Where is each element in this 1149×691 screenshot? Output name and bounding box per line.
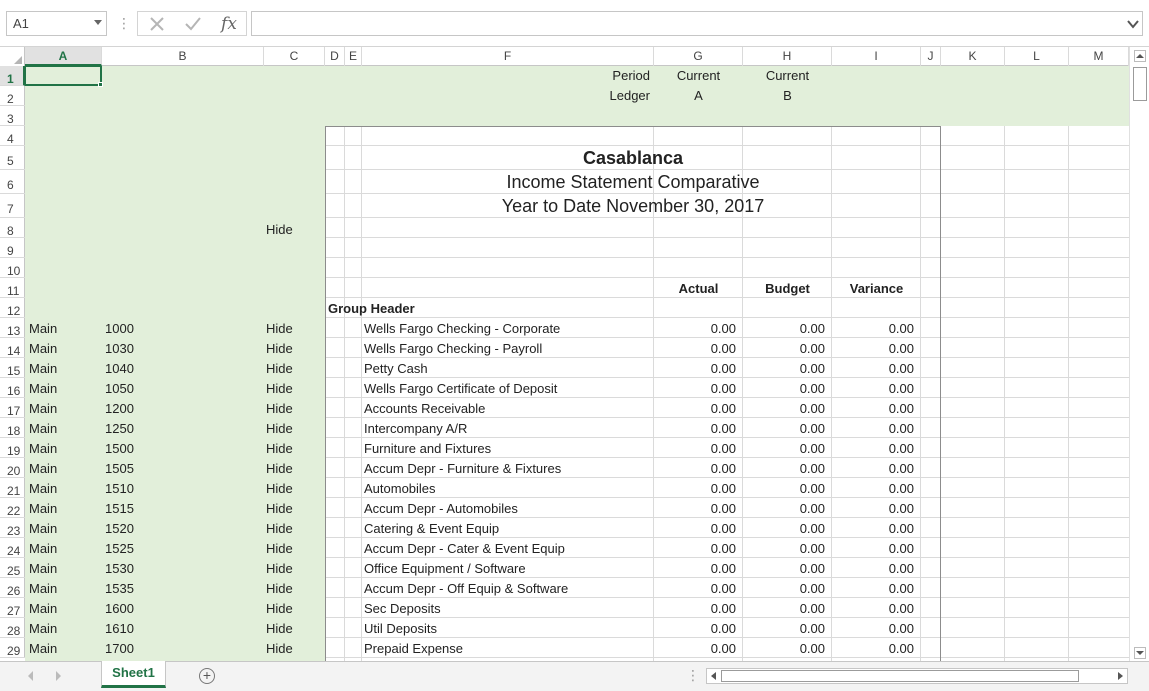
sheet-tab-bar xyxy=(0,661,1149,691)
cell-actual[interactable]: 0.00 xyxy=(710,321,736,336)
row-header-8[interactable]: 8 xyxy=(0,218,25,238)
scroll-down-icon[interactable] xyxy=(1134,647,1146,659)
cell-variance[interactable]: 0.00 xyxy=(888,461,914,476)
cell-budget[interactable]: 0.00 xyxy=(799,501,825,516)
row-header-25[interactable]: 25 xyxy=(0,558,25,578)
cell-variance[interactable]: 0.00 xyxy=(888,401,914,416)
cell-account-description[interactable]: Accum Depr - Automobiles xyxy=(364,501,518,516)
row-header-23[interactable]: 23 xyxy=(0,518,25,538)
cell-account-number[interactable]: 1030 xyxy=(105,341,134,356)
cell-account-type[interactable]: Main xyxy=(29,541,58,556)
column-header-budget[interactable]: Budget xyxy=(765,281,810,296)
cell-actual[interactable]: 0.00 xyxy=(710,481,736,496)
cell-account-type[interactable]: Main xyxy=(29,561,58,576)
cell-hide-flag[interactable]: Hide xyxy=(266,541,293,556)
cell-hide-flag[interactable]: Hide xyxy=(266,401,293,416)
cell-account-description[interactable]: Intercompany A/R xyxy=(364,421,468,436)
cell-account-number[interactable]: 1525 xyxy=(105,541,134,556)
cell-account-description[interactable]: Accum Depr - Furniture & Fixtures xyxy=(364,461,562,476)
row-header-18[interactable]: 18 xyxy=(0,418,25,438)
cell-hide-flag[interactable]: Hide xyxy=(266,581,293,596)
cell-actual[interactable]: 0.00 xyxy=(710,641,736,656)
row-header-26[interactable]: 26 xyxy=(0,578,25,598)
cell-hide-flag[interactable]: Hide xyxy=(266,461,293,476)
cell-account-type[interactable]: Main xyxy=(29,321,58,336)
cell-area[interactable] xyxy=(25,66,1129,661)
name-box[interactable] xyxy=(6,11,107,36)
cell-account-description[interactable]: Accounts Receivable xyxy=(364,401,486,416)
cell-budget[interactable]: 0.00 xyxy=(799,441,825,456)
row-header-12[interactable]: 12 xyxy=(0,298,25,318)
cell-hide-flag[interactable]: Hide xyxy=(266,641,293,656)
cell-account-number[interactable]: 1600 xyxy=(105,601,134,616)
cell-account-description[interactable]: Util Deposits xyxy=(364,621,437,636)
period-g-cell[interactable]: Current xyxy=(676,68,721,83)
cell-account-type[interactable]: Main xyxy=(29,421,58,436)
active-cell-selection[interactable] xyxy=(25,66,102,86)
cell-account-number[interactable]: 1500 xyxy=(105,441,134,456)
cell-actual[interactable]: 0.00 xyxy=(710,401,736,416)
cancel-icon[interactable] xyxy=(140,12,174,35)
cell-variance[interactable]: 0.00 xyxy=(888,341,914,356)
cell-account-number[interactable]: 1520 xyxy=(105,521,134,536)
period-h-cell[interactable]: Current xyxy=(765,68,810,83)
cell-variance[interactable]: 0.00 xyxy=(888,361,914,376)
cell-budget[interactable]: 0.00 xyxy=(799,401,825,416)
cell-actual[interactable]: 0.00 xyxy=(710,561,736,576)
row-header-2[interactable]: 2 xyxy=(0,86,25,106)
row-header-13[interactable]: 13 xyxy=(0,318,25,338)
previous-sheet-icon[interactable] xyxy=(28,671,33,681)
cell-hide-flag[interactable]: Hide xyxy=(266,341,293,356)
select-all-button[interactable] xyxy=(0,47,25,66)
cell-budget[interactable]: 0.00 xyxy=(799,541,825,556)
cell-budget[interactable]: 0.00 xyxy=(799,581,825,596)
cell-variance[interactable]: 0.00 xyxy=(888,621,914,636)
cell-account-type[interactable]: Main xyxy=(29,441,58,456)
cell-account-description[interactable]: Petty Cash xyxy=(364,361,428,376)
cell-budget[interactable]: 0.00 xyxy=(799,561,825,576)
next-sheet-icon[interactable] xyxy=(56,671,61,681)
row-header-14[interactable]: 14 xyxy=(0,338,25,358)
cell-account-type[interactable]: Main xyxy=(29,601,58,616)
cell-variance[interactable]: 0.00 xyxy=(888,541,914,556)
cell-actual[interactable]: 0.00 xyxy=(710,421,736,436)
cell-actual[interactable]: 0.00 xyxy=(710,521,736,536)
cell-account-description[interactable]: Accum Depr - Cater & Event Equip xyxy=(364,541,565,556)
ledger-g-cell[interactable]: A xyxy=(694,88,703,103)
cell-budget[interactable]: 0.00 xyxy=(799,381,825,396)
cell-actual[interactable]: 0.00 xyxy=(710,381,736,396)
cell-account-type[interactable]: Main xyxy=(29,461,58,476)
row-header-21[interactable]: 21 xyxy=(0,478,25,498)
row-header-10[interactable]: 10 xyxy=(0,258,25,278)
name-box-value: A1 xyxy=(13,16,29,31)
select-all-triangle-icon xyxy=(14,56,22,64)
cell-account-number[interactable]: 1515 xyxy=(105,501,134,516)
cell-variance[interactable]: 0.00 xyxy=(888,481,914,496)
formula-bar xyxy=(0,0,1149,47)
cell-account-description[interactable]: Catering & Event Equip xyxy=(364,521,500,536)
formula-buttons xyxy=(137,11,247,36)
cell-account-number[interactable]: 1610 xyxy=(105,621,134,636)
cell-budget[interactable]: 0.00 xyxy=(799,521,825,536)
row-header-16[interactable]: 16 xyxy=(0,378,25,398)
column-header-i[interactable]: I xyxy=(832,47,921,66)
tab-split-handle-icon[interactable]: ⋮ xyxy=(686,667,700,683)
gridline xyxy=(1004,126,1005,661)
cell-hide-flag[interactable]: Hide xyxy=(266,561,293,576)
cell-actual[interactable]: 0.00 xyxy=(710,581,736,596)
worksheet-grid[interactable] xyxy=(0,47,1129,661)
column-header-m[interactable]: M xyxy=(1069,47,1129,66)
cell-actual[interactable]: 0.00 xyxy=(710,341,736,356)
column-header-k[interactable]: K xyxy=(941,47,1005,66)
group-header-cell[interactable]: Group Header xyxy=(328,301,415,316)
column-header-l[interactable]: L xyxy=(1005,47,1069,66)
cell-budget[interactable]: 0.00 xyxy=(799,601,825,616)
row-header-11[interactable]: 11 xyxy=(0,278,25,298)
cell-account-number[interactable]: 1510 xyxy=(105,481,134,496)
cell-account-description[interactable]: Automobiles xyxy=(364,481,436,496)
cell-account-number[interactable]: 1250 xyxy=(105,421,134,436)
cell-account-type[interactable]: Main xyxy=(29,521,58,536)
enter-check-icon[interactable] xyxy=(176,12,210,35)
row-header-7[interactable]: 7 xyxy=(0,194,25,218)
row-header-15[interactable]: 15 xyxy=(0,358,25,378)
row-header-20[interactable]: 20 xyxy=(0,458,25,478)
cell-budget[interactable]: 0.00 xyxy=(799,621,825,636)
cell-account-number[interactable]: 1200 xyxy=(105,401,134,416)
cell-actual[interactable]: 0.00 xyxy=(710,621,736,636)
column-header-g[interactable]: G xyxy=(654,47,743,66)
cell-account-number[interactable]: 1530 xyxy=(105,561,134,576)
report-period[interactable]: Year to Date November 30, 2017 xyxy=(501,196,765,216)
cell-account-description[interactable]: Prepaid Expense xyxy=(364,641,464,656)
cell-budget[interactable]: 0.00 xyxy=(799,481,825,496)
formula-input[interactable] xyxy=(251,11,1143,36)
cell-hide-flag[interactable]: Hide xyxy=(266,381,293,396)
add-sheet-icon[interactable]: + xyxy=(199,668,215,684)
cell-actual[interactable]: 0.00 xyxy=(710,441,736,456)
cell-hide-flag[interactable]: Hide xyxy=(266,441,293,456)
cell-hide-flag[interactable]: Hide xyxy=(266,421,293,436)
column-header-b[interactable]: B xyxy=(102,47,264,66)
cell-variance[interactable]: 0.00 xyxy=(888,321,914,336)
cell-budget[interactable]: 0.00 xyxy=(799,641,825,656)
cell-actual[interactable]: 0.00 xyxy=(710,501,736,516)
cell-budget[interactable]: 0.00 xyxy=(799,321,825,336)
cell-hide-flag[interactable]: Hide xyxy=(266,521,293,536)
cell-budget[interactable]: 0.00 xyxy=(799,361,825,376)
cell-account-number[interactable]: 1050 xyxy=(105,381,134,396)
cell-account-description[interactable]: Sec Deposits xyxy=(364,601,441,616)
cell-hide-flag[interactable]: Hide xyxy=(266,601,293,616)
column-header-c[interactable]: C xyxy=(264,47,325,66)
more-options-icon[interactable]: ⋮ xyxy=(117,15,131,31)
cell-account-type[interactable]: Main xyxy=(29,341,58,356)
vertical-scroll-thumb[interactable] xyxy=(1133,67,1147,101)
row-header-28[interactable]: 28 xyxy=(0,618,25,638)
row-header-3[interactable]: 3 xyxy=(0,106,25,126)
cell-variance[interactable]: 0.00 xyxy=(888,641,914,656)
row-header-6[interactable]: 6 xyxy=(0,170,25,194)
cell-variance[interactable]: 0.00 xyxy=(888,581,914,596)
cell-account-description[interactable]: Wells Fargo Certificate of Deposit xyxy=(364,381,558,396)
hide-flag-cell[interactable]: Hide xyxy=(266,222,293,237)
cell-actual[interactable]: 0.00 xyxy=(710,461,736,476)
column-header-j[interactable]: J xyxy=(921,47,941,66)
row-header-22[interactable]: 22 xyxy=(0,498,25,518)
cell-variance[interactable]: 0.00 xyxy=(888,381,914,396)
cell-hide-flag[interactable]: Hide xyxy=(266,621,293,636)
scroll-right-icon[interactable] xyxy=(1118,672,1123,680)
cell-actual[interactable]: 0.00 xyxy=(710,541,736,556)
cell-account-description[interactable]: Office Equipment / Software xyxy=(364,561,526,576)
cell-account-type[interactable]: Main xyxy=(29,581,58,596)
cell-account-description[interactable]: Furniture and Fixtures xyxy=(364,441,492,456)
row-header-5[interactable]: 5 xyxy=(0,146,25,170)
report-company[interactable]: Casablanca xyxy=(582,148,684,168)
cell-account-number[interactable]: 1535 xyxy=(105,581,134,596)
row-headers xyxy=(0,66,25,658)
vertical-scrollbar[interactable] xyxy=(1129,47,1149,661)
cell-account-type[interactable]: Main xyxy=(29,381,58,396)
cell-account-description[interactable]: Wells Fargo Checking - Payroll xyxy=(364,341,543,356)
column-header-actual[interactable]: Actual xyxy=(678,281,719,296)
column-header-a[interactable]: A xyxy=(25,47,102,66)
ledger-h-cell[interactable]: B xyxy=(783,88,792,103)
scroll-up-icon[interactable] xyxy=(1134,50,1146,62)
row-header-24[interactable]: 24 xyxy=(0,538,25,558)
horizontal-scrollbar[interactable] xyxy=(706,668,1128,684)
cell-variance[interactable]: 0.00 xyxy=(888,561,914,576)
scroll-left-icon[interactable] xyxy=(711,672,716,680)
cell-account-description[interactable]: Accum Depr - Off Equip & Software xyxy=(364,581,569,596)
cell-hide-flag[interactable]: Hide xyxy=(266,501,293,516)
ledger-label-cell[interactable]: Ledger xyxy=(609,88,650,103)
fill-handle[interactable] xyxy=(98,82,103,87)
cell-account-type[interactable]: Main xyxy=(29,621,58,636)
cell-budget[interactable]: 0.00 xyxy=(799,461,825,476)
row-header-1[interactable]: 1 xyxy=(0,66,25,86)
insert-function-icon[interactable]: fx xyxy=(221,13,237,34)
cell-variance[interactable]: 0.00 xyxy=(888,421,914,436)
cell-hide-flag[interactable]: Hide xyxy=(266,481,293,496)
cell-actual[interactable]: 0.00 xyxy=(710,361,736,376)
column-header-e[interactable]: E xyxy=(345,47,362,66)
cell-account-description[interactable]: Wells Fargo Checking - Corporate xyxy=(364,321,561,336)
column-header-variance[interactable]: Variance xyxy=(849,281,904,296)
cell-budget[interactable]: 0.00 xyxy=(799,341,825,356)
report-title[interactable]: Income Statement Comparative xyxy=(506,172,760,192)
expand-formula-bar-icon[interactable] xyxy=(1127,18,1139,30)
cell-variance[interactable]: 0.00 xyxy=(888,601,914,616)
gridline xyxy=(1068,126,1069,661)
cell-account-number[interactable]: 1040 xyxy=(105,361,134,376)
cell-account-number[interactable]: 1700 xyxy=(105,641,134,656)
row-header-4[interactable]: 4 xyxy=(0,126,25,146)
horizontal-scroll-thumb[interactable] xyxy=(721,670,1079,682)
cell-account-number[interactable]: 1000 xyxy=(105,321,134,336)
cell-variance[interactable]: 0.00 xyxy=(888,501,914,516)
row-header-9[interactable]: 9 xyxy=(0,238,25,258)
period-label-cell[interactable]: Period xyxy=(612,68,650,83)
row-header-17[interactable]: 17 xyxy=(0,398,25,418)
cell-variance[interactable]: 0.00 xyxy=(888,441,914,456)
row-header-27[interactable]: 27 xyxy=(0,598,25,618)
cell-hide-flag[interactable]: Hide xyxy=(266,321,293,336)
row-header-29[interactable]: 29 xyxy=(0,638,25,658)
sheet-tab-sheet1[interactable]: Sheet1 xyxy=(101,661,166,688)
cell-account-type[interactable]: Main xyxy=(29,501,58,516)
cell-actual[interactable]: 0.00 xyxy=(710,601,736,616)
cell-account-type[interactable]: Main xyxy=(29,481,58,496)
cell-account-type[interactable]: Main xyxy=(29,641,58,656)
cell-account-type[interactable]: Main xyxy=(29,401,58,416)
cell-variance[interactable]: 0.00 xyxy=(888,521,914,536)
cell-hide-flag[interactable]: Hide xyxy=(266,361,293,376)
column-headers xyxy=(0,47,1129,66)
cell-budget[interactable]: 0.00 xyxy=(799,421,825,436)
column-header-d[interactable]: D xyxy=(325,47,345,66)
column-header-f[interactable]: F xyxy=(362,47,654,66)
column-header-h[interactable]: H xyxy=(743,47,832,66)
cell-account-number[interactable]: 1505 xyxy=(105,461,134,476)
cell-account-type[interactable]: Main xyxy=(29,361,58,376)
row-header-19[interactable]: 19 xyxy=(0,438,25,458)
chevron-down-icon[interactable] xyxy=(94,20,102,25)
